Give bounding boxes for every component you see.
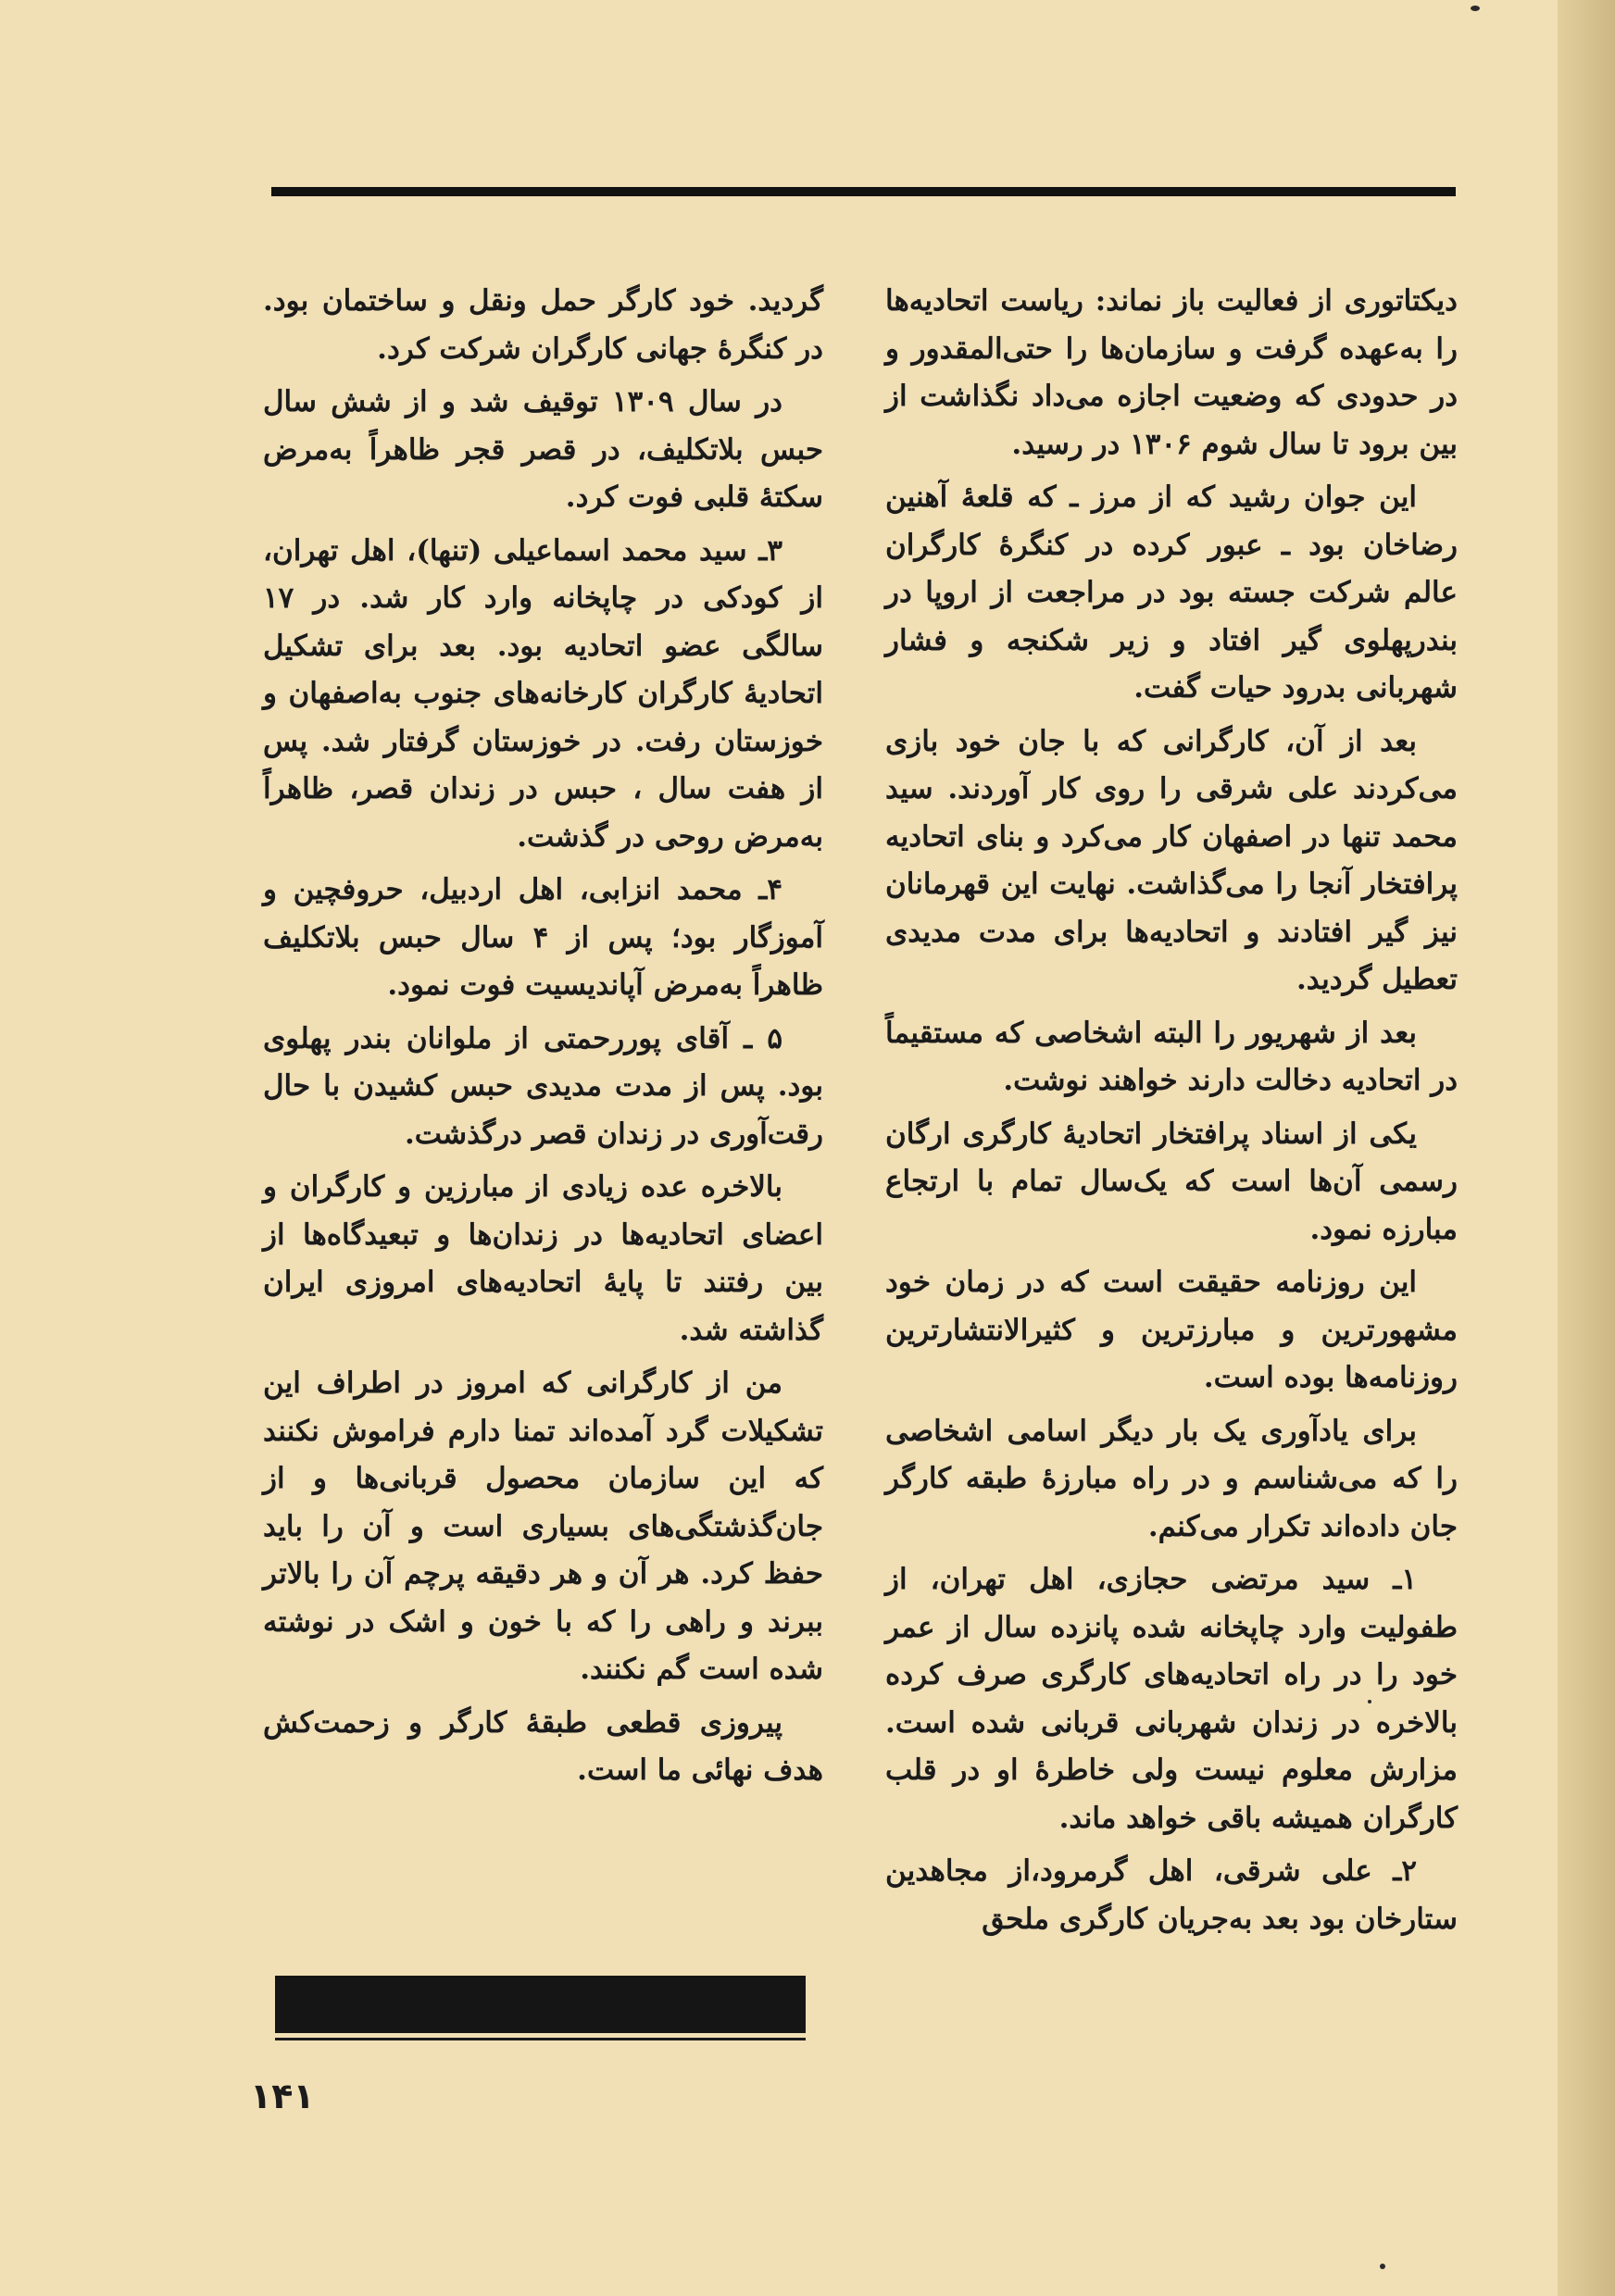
paragraph: بعد از شهریور را البته اشخاصی که مستقیماً در اتحادیه دخالت دارند خواهند نوشت. xyxy=(885,1016,1458,1097)
paragraph: بعد از آن، کارگرانی که با جان خود بازی می‌کردند علی شرقی را روی کار آوردند. سید محمد تنها در اصفهان کار می‌کرد و بنای اتحادیه پرافتخار آنجا را می‌گذاشت. نهایت این قهرمانان نیز گیر افتادند و اتحادیه‌ها برای مدت مدیدی تعطیل گردید. xyxy=(885,724,1458,996)
paragraph: در سال ۱۳۰۹ توقیف شد و از شش سال حبس بلاتکلیف، در قصر قجر ظاهراً به‌مرض سکتهٔ قلبی فوت کرد. xyxy=(263,385,823,514)
top-rule xyxy=(271,187,1456,196)
end-bar xyxy=(275,1976,806,2033)
ink-speck xyxy=(1368,1700,1371,1703)
paragraph: این روزنامه حقیقت است که در زمان خود مشهورترین و مبارزترین و کثیرالانتشارترین روزنامه‌ها بوده است. xyxy=(885,1266,1458,1394)
paragraph: ۳ـ سید محمد اسماعیلی (تنها)، اهل تهران، از کودکی در چاپخانه وارد کار شد. در ۱۷ سالگی عضو اتحادیه بود. بعد برای تشکیل اتحادیهٔ کارگران کارخانه‌های جنوب به‌اصفهان و خوزستان رفت. در خوزستان گرفتار شد. پس از هفت سال ، حبس در زندان قصر، ظاهراً به‌مرض روحی در گذشت. xyxy=(263,533,823,854)
paragraph: گردید. خود کارگر حمل ونقل و ساختمان بود. در کنگرهٔ جهانی کارگران شرکت کرد. xyxy=(263,284,823,366)
paragraph: ۱ـ سید مرتضی حجازی، اهل تهران، از طفولیت وارد چاپخانه شده پانزده سال از عمر خود را در راه اتحادیه‌های کارگری صرف کرده بالاخره در زندان شهربانی قربانی شده است. مزارش معلوم نیست ولی خاطرهٔ او در قلب کارگران همیشه باقی خواهد ماند. xyxy=(885,1563,1458,1835)
paragraph: پیروزی قطعی طبقهٔ کارگر و زحمت‌کش هدف نهائی ما است. xyxy=(263,1705,823,1787)
left-column xyxy=(263,278,823,1795)
scan-edge xyxy=(1558,0,1615,2296)
paragraph: ۴ـ محمد انزابی، اهل اردبیل، حروفچین و آموزگار بود؛ پس از ۴ سال حبس بلاتکلیف ظاهراً به‌مرض آپاندیسیت فوت نمود. xyxy=(263,873,823,1002)
paragraph: یکی از اسناد پرافتخار اتحادیهٔ کارگری ارگان رسمی آن‌ها است که یک‌سال تمام با ارتجاع مبارزه نمود. xyxy=(885,1117,1458,1246)
paragraph: دیکتاتوری از فعالیت باز نماند: ریاست اتحادیه‌ها را به‌عهده گرفت و سازمان‌ها را حتی‌المقدور و در حدودی که وضعیت اجازه می‌داد نگذاشت از بین برود تا سال شوم ۱۳۰۶ در رسید. xyxy=(885,284,1458,461)
page-number: ۱۴۱ xyxy=(250,2076,315,2116)
ink-speck xyxy=(1471,6,1480,11)
paragraph: این جوان رشید که از مرز ـ که قلعهٔ آهنین رضاخان بود ـ عبور کرده در کنگرهٔ کارگران عالم شرکت جسته بود در مراجعت از اروپا در بندرپهلوی گیر افتاد و زیر شکنجه و فشار شهربانی بدرود حیات گفت. xyxy=(885,480,1458,705)
end-rule xyxy=(275,2038,806,2040)
paragraph: بالاخره عده زیادی از مبارزین و کارگران و اعضای اتحادیه‌ها در زندان‌ها و تبعیدگاه‌ها از بین رفتند تا پایهٔ اتحادیه‌های امروزی ایران گذاشته شد. xyxy=(263,1170,823,1347)
paragraph: برای یادآوری یک بار دیگر اسامی اشخاصی را که می‌شناسم و در راه مبارزهٔ طبقه کارگر جان داده‌اند تکرار می‌کنم. xyxy=(885,1414,1458,1543)
paragraph: ۵ ـ آقای پوررحمتی از ملوانان بندر پهلوی بود. پس از مدت مدیدی حبس کشیدن با حال رقت‌آوری در زندان قصر درگذشت. xyxy=(263,1021,823,1151)
ink-speck xyxy=(1380,2264,1385,2269)
right-column xyxy=(885,278,1458,1943)
paragraph: من از کارگرانی که امروز در اطراف این تشکیلات گرد آمده‌اند تمنا دارم فراموش نکنند که این سازمان محصول قربانی‌ها و از جان‌گذشتگی‌های بسیاری است و آن را باید حفظ کرد. هر آن و هر دقیقه پرچم آن را بالاتر ببرند و راهی را که با خون و اشک در نوشته شده است گم نکنند. xyxy=(263,1366,823,1686)
paragraph: ۲ـ علی شرقی، اهل گرمرود،از مجاهدین ستارخان بود بعد به‌جریان کارگری ملحق xyxy=(885,1854,1458,1936)
